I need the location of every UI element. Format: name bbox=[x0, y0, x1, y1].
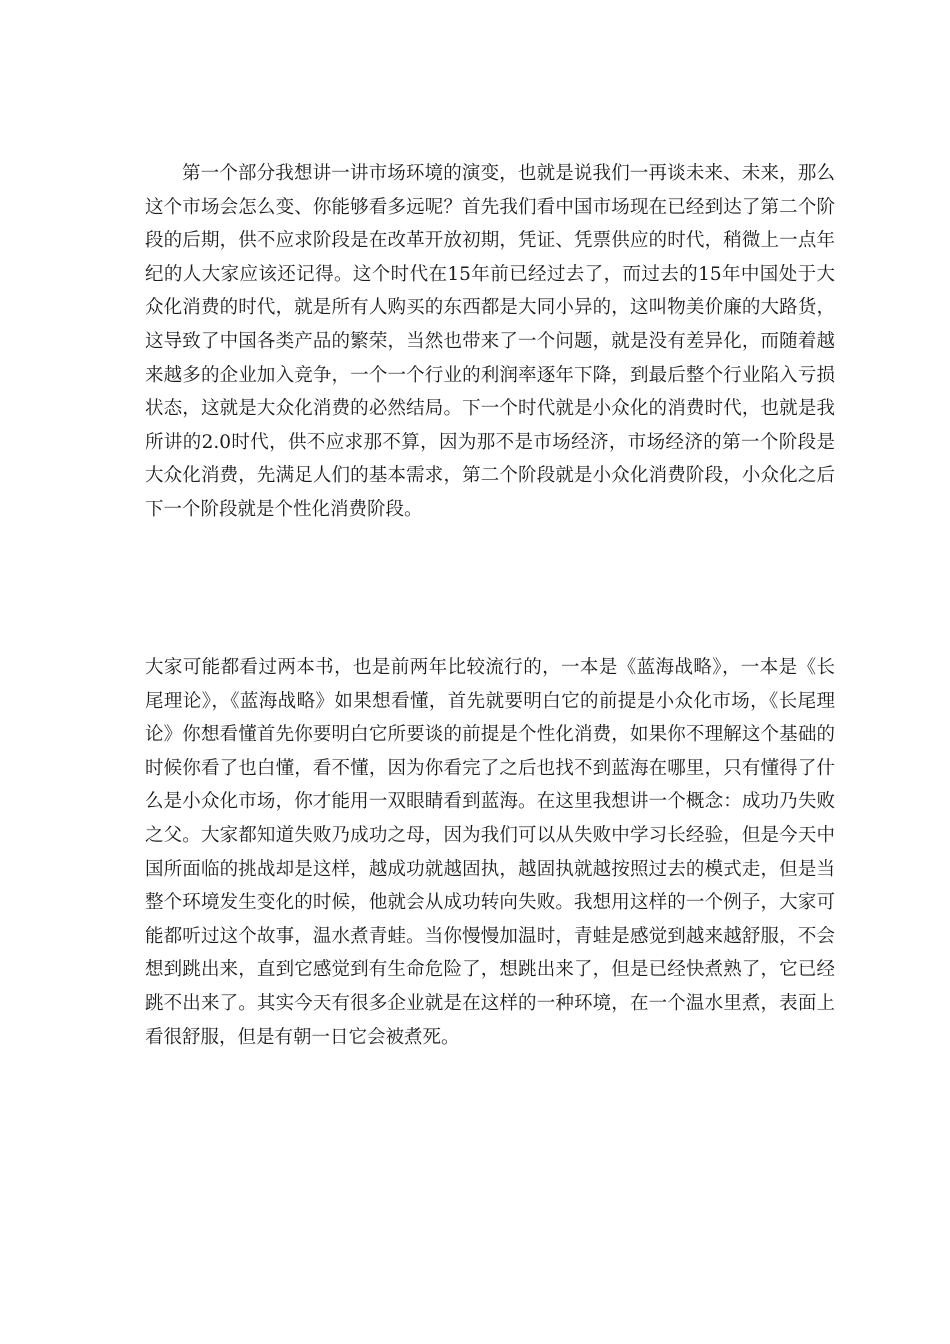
body-paragraph-blue-ocean: 大家可能都看过两本书，也是前两年比较流行的，一本是《蓝海战略》，一本是《长尾理论》，《蓝海战略》如果想看懂，首先就要明白它的前提是小众化市场，《长尾理论》你想看懂首先你要明白它所要谈的前提是个性化消费，如果你不理解这个基础的时候你看了也白懂，看不懂，因为你看完了之后也找不到蓝海在哪里，只有懂得了什么是小众化市场，你才能用一双眼睛看到蓝海。在这里我想讲一个概念：成功乃失败之父。大家都知道失败乃成功之母，因为我们可以从失败中学习长经验，但是今天中国所面临的挑战却是这样，越成功就越固执，越固执就越按照过去的模式走，但是当整个环境发生变化的时候，他就会从成功转向失败。我想用这样的一个例子，大家可能都听过这个故事，温水煮青蛙。当你慢慢加温时，青蛙是感觉到越来越舒服，不会想到跳出来，直到它感觉到有生命危险了，想跳出来了，但是已经快煮熟了，它已经跳不出来了。其实今天有很多企业就是在这样的一种环境，在一个温水里煮，表面上看很舒服，但是有朝一日它会被煮死。 bbox=[145, 657, 835, 1048]
body-paragraph-market-evolution: 第一个部分我想讲一讲市场环境的演变，也就是说我们一再谈未来、未来，那么这个市场会怎么变、你能够看多远呢？首先我们看中国市场现在已经到达了第二个阶段的后期，供不应求阶段是在改革开放初期，凭证、凭票供应的时代，稍微上一点年纪的人大家应该还记得。这个时代在15年前已经过去了，而过去的15年中国处于大众化消费的时代，就是所有人购买的东西都是大同小异的，这叫物美价廉的大路货，这导致了中国各类产品的繁荣，当然也带来了一个问题，就是没有差异化，而随着越来越多的企业加入竞争，一个一个行业的利润率逐年下降，到最后整个行业陷入亏损状态，这就是大众化消费的必然结局。下一个时代就是小众化的消费时代，也就是我所讲的2.0时代，供不应求那不算，因为那不是市场经济，市场经济的第一个阶段是大众化消费，先满足人们的基本需求，第二个阶段就是小众化消费阶段，小众化之后下一个阶段就是个性化消费阶段。 bbox=[145, 163, 835, 520]
